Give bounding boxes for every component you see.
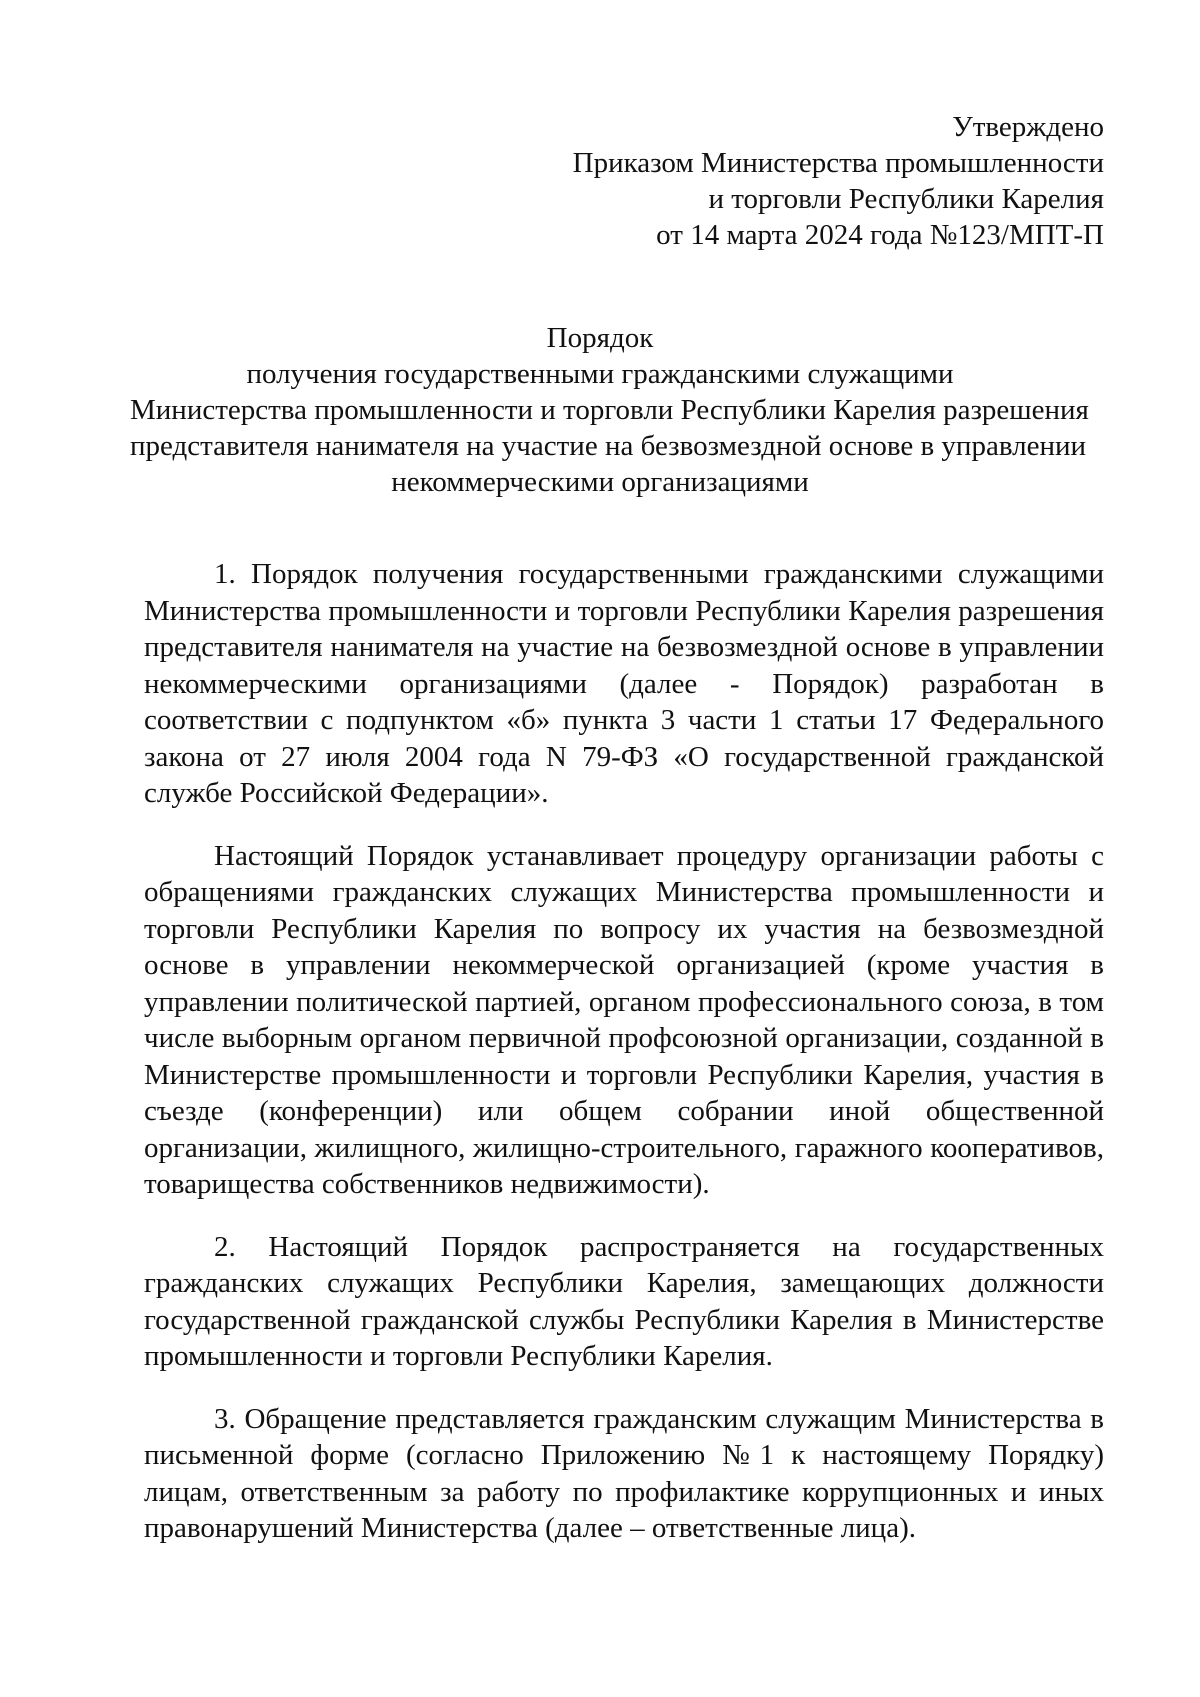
paragraph-2: 2. Настоящий Порядок распространяется на государственных гражданских служащих Республики Карелия, замещающих должности государственной гражданской службы Республики Карелия в Министерстве промышленности и торговли Республики Карелия.	[144, 1230, 1104, 1372]
title-line-5: некоммерческими организациями	[391, 466, 809, 498]
paragraph-scope: Настоящий Порядок устанавливает процедуру организации работы с обращениями гражданских служащих Министерства промышленности и торговли Республики Карелия по вопросу их участия на безвозмездной основе в управлении некоммерческой организацией (кроме участия в управлении политической партией, органом профессионального союза, в том числе выборным органом первичной профсоюзной организации, созданной в Министерстве промышленности и торговли Республики Карелия, участия в съезде (конференции) или общем собрании иной общественной организации, жилищного, жилищно-строительного, гаражного кооперативов, товарищества собственников недвижимости).	[144, 839, 1104, 1200]
title-line-1: Порядок	[546, 322, 654, 354]
document-body	[144, 556, 1104, 1573]
approval-line-date-number: от 14 марта 2024 года №123/МПТ-П	[656, 219, 1104, 251]
document-title	[130, 320, 1089, 500]
approval-line-ministry: и торговли Республики Карелия	[708, 183, 1104, 215]
paragraph-3: 3. Обращение представляется гражданским служащим Министерства в письменной форме (согласно Приложению №1 к настоящему Порядку) лицам, ответственным за работу по профилактике коррупционных и иных правонарушений Министерства (далее – ответственные лица).	[144, 1402, 1104, 1544]
title-line-3: Министерства промышленности и торговли Республики Карелия разрешения	[130, 394, 1089, 426]
approval-stamp-block	[573, 109, 1104, 253]
title-line-2: получения государственными гражданскими служащими	[246, 358, 954, 390]
title-line-4: представителя нанимателя на участие на безвозмездной основе в управлении	[130, 430, 1087, 462]
approval-line-approved: Утверждено	[952, 111, 1104, 143]
approval-line-order: Приказом Министерства промышленности	[572, 147, 1104, 179]
paragraph-1: 1. Порядок получения государственными гражданскими служащими Министерства промышленности и торговли Республики Карелия разрешения представителя нанимателя на участие на безвозмездной основе в управлении некоммерческими организациями (далее - Порядок) разработан в соответствии с подпунктом «б» пункта 3 части 1 статьи 17 Федерального закона от 27 июля 2004 года N 79-ФЗ «О государственной гражданской службе Российской Федерации».	[144, 558, 1104, 809]
